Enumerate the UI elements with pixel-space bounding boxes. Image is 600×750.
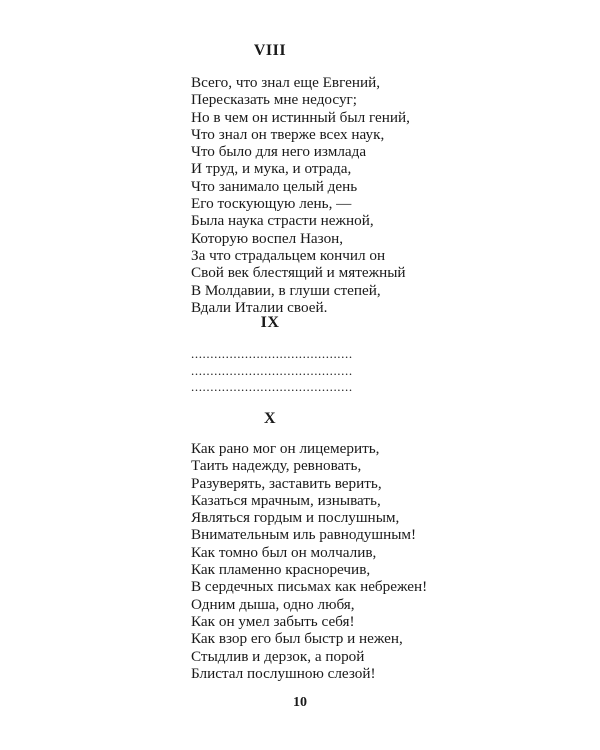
verse-line: Как томно был он молчалив,: [191, 543, 377, 561]
verse-line: Вдали Италии своей.: [191, 298, 328, 316]
verse-line: Одним дыша, одно любя,: [191, 595, 355, 613]
stanza-heading-viii: VIII: [253, 42, 287, 59]
verse-line: Таить надежду, ревновать,: [191, 457, 362, 475]
verse-line: Которую воспел Назон,: [191, 229, 344, 247]
verse-line: В сердечных письмах как небрежен!: [191, 578, 428, 596]
verse-line: Казаться мрачным, изнывать,: [191, 491, 381, 509]
stanza-x: [191, 440, 511, 682]
verse-line: Как рано мог он лицемерить,: [191, 440, 380, 457]
verse-line: Как взор его был быстр и нежен,: [191, 630, 403, 648]
verse-line: Являться гордым и послушным,: [191, 509, 400, 527]
verse-line: Но в чем он истинный был гений,: [191, 108, 410, 126]
verse-line: Пересказать мне недосуг;: [191, 91, 357, 109]
verse-line: Свой век блестящий и мятежный: [191, 264, 406, 282]
verse-line: Блистал послушною слезой!: [191, 664, 376, 682]
verse-line: Что занимало целый день: [191, 177, 358, 195]
stanza-heading-x: X: [263, 410, 277, 427]
verse-line: Как пламенно красноречив,: [191, 561, 371, 579]
verse-line: Как он умел забыть себя!: [191, 612, 355, 630]
verse-line: И труд, и мука, и отрада,: [191, 160, 352, 178]
verse-line: В Молдавии, в глуши степей,: [191, 281, 381, 299]
dotted-line: ..........................................: [191, 346, 353, 361]
omitted-stanza-ix: [191, 346, 391, 396]
verse-line: Что знал он тверже всех наук,: [191, 125, 385, 143]
verse-line: Всего, что знал еще Евгений,: [191, 74, 381, 91]
verse-line: За что страдальцем кончил он: [191, 246, 386, 264]
dotted-line: ..........................................: [191, 362, 353, 378]
stanza-viii: [191, 74, 511, 316]
dotted-line: ..........................................: [191, 379, 353, 394]
verse-line: Стыдлив и дерзок, а порой: [191, 647, 365, 665]
verse-line: Его тоскующую лень, —: [191, 195, 352, 213]
page-number: 10: [293, 695, 307, 710]
verse-line: Разуверять, заставить верить,: [191, 474, 382, 492]
verse-line: Что было для него измлада: [191, 143, 367, 161]
verse-line: Была наука страсти нежной,: [191, 212, 374, 230]
verse-line: Внимательным иль равнодушным!: [191, 526, 417, 544]
stanza-heading-ix: IX: [260, 314, 280, 331]
